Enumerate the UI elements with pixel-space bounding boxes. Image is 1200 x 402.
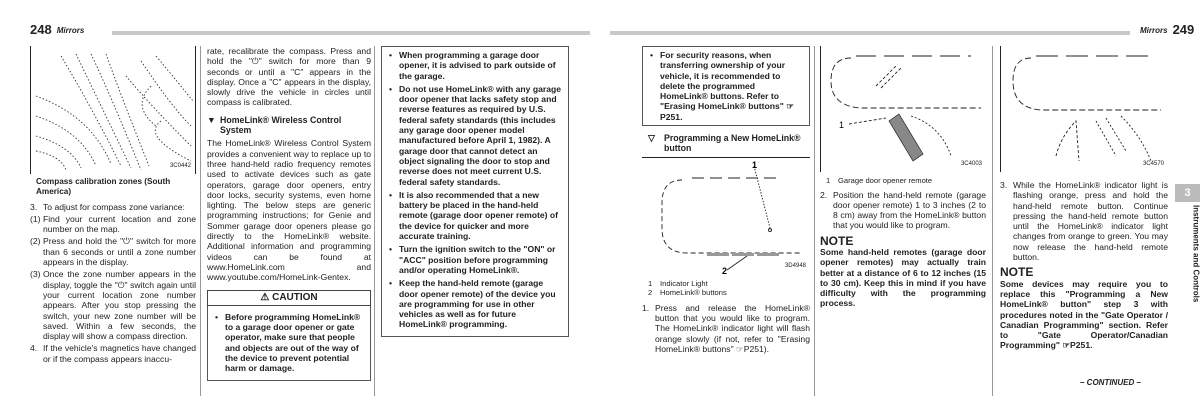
column-divider <box>200 46 201 396</box>
step-text: If the vehicle's magnetics have changed or if the compass appears inaccu- <box>43 343 196 364</box>
note-title: NOTE <box>820 233 854 248</box>
substep-number: (1) <box>30 213 41 224</box>
column-2 <box>207 46 371 381</box>
column-1 <box>30 46 196 366</box>
legend-item <box>642 279 810 289</box>
triangle-outline-icon: ▽ <box>648 133 655 144</box>
note-title: NOTE <box>1000 265 1034 280</box>
callout-1: 1 <box>752 159 758 170</box>
column-6 <box>1000 46 1168 351</box>
figure-code: 3C4003 <box>960 160 982 167</box>
mirror-illustration <box>642 158 810 276</box>
caution-box-continued <box>381 46 569 337</box>
chapter-label: Instruments and Controls <box>1191 205 1200 303</box>
security-bullet: • For security reasons, when transferring ownership of your vehicle, it is recommended to delete the programmed HomeLink® buttons. Refer to "Erasing HomeLink® buttons" ☞P251. <box>649 50 803 122</box>
header-bar <box>610 31 1130 35</box>
step-number: 2. <box>820 189 828 200</box>
left-page <box>0 0 590 402</box>
step-2 <box>820 190 986 231</box>
step-text: Press and release the HomeLink® button that you would like to program. The HomeLink® indicator light will flash orange slowly (if not, refer to "Erasing HomeLink® buttons" ☞P251). <box>655 302 810 354</box>
substep-text: Find your current location and zone number on the map. <box>43 213 196 235</box>
step-text: While the HomeLink® indicator light is flashing orange, press and hold the hand-held remote button. Continue pressing the hand-held remote button until the HomeLink® indicator light changes from orange to green. You may now release the hand-held remote button. <box>1013 180 1168 263</box>
step-4 <box>30 343 196 364</box>
caution-bullet: • Turn the ignition switch to the "ON" or "ACC" position before programming and/or operating HomeLink®. <box>388 244 562 275</box>
step-number: 3. <box>1000 180 1008 190</box>
figure-programming <box>1000 46 1168 172</box>
step-1 <box>642 303 810 354</box>
continued-marker: – CONTINUED – <box>1080 378 1141 387</box>
page-header-right <box>1135 22 1194 36</box>
note-text: Some devices may require you to replace this "Programming a New HomeLink® button" step 3 with procedures noted in the "Gate Operator / Canadian Programming" section. Refer to "Gate Operator/Canadian Programming" ☞P251. <box>1000 278 1168 351</box>
callout-1: 1 <box>839 120 845 130</box>
heading-text: HomeLink® Wireless Control System <box>220 114 342 136</box>
substep-number: (2) <box>30 236 41 247</box>
chapter-tab[interactable]: 3 <box>1175 184 1200 202</box>
substep-2 <box>30 236 196 267</box>
warning-triangle-icon: ⚠ <box>260 291 273 303</box>
legend-label: HomeLink® buttons <box>660 288 727 298</box>
triangle-marker-icon: ▼ <box>207 114 216 125</box>
step-text: Position the hand-held remote (garage door opener remote) 1 to 3 inches (2 to 8 cm) away from the HomeLink® button that you would like to program. <box>833 189 986 231</box>
figure-code: 3C0442 <box>169 162 191 169</box>
section-title: Mirrors <box>1140 25 1168 35</box>
column-4 <box>642 46 810 356</box>
caution-box <box>207 306 371 381</box>
step-3 <box>1000 180 1168 262</box>
heading-text: Programming a New HomeLink® button <box>664 133 801 154</box>
legend-item <box>820 176 986 186</box>
caution-header <box>207 290 371 306</box>
substep-number: (3) <box>30 269 41 280</box>
substep-text: Press and hold the "⏻" switch for more than 6 seconds or until a zone number appears in the display. <box>43 236 196 268</box>
section-title: Mirrors <box>56 25 85 35</box>
compass-zone-map <box>30 46 196 174</box>
caution-bullet: • Keep the hand-held remote (garage door opener remote) of the device you are programming for use in other vehicles as well as for future HomeLink® programming. <box>388 278 562 329</box>
map-illustration <box>31 46 195 174</box>
caution-bullet: • It is also recommended that a new battery be placed in the hand-held remote (garage door opener remote) of the device for quicker and more accurate training. <box>388 190 562 241</box>
homelink-heading <box>207 115 371 136</box>
legend-label: Indicator Light <box>660 278 708 288</box>
caution-bullet: • Before programming HomeLink® to a garage door opener or gate operator, make sure that people and objects are out of the way of the device to prevent potential harm or damage. <box>214 312 364 374</box>
legend-number: 1 <box>648 278 653 288</box>
page-number: 248 <box>30 22 52 37</box>
step-number: 4. <box>30 343 38 354</box>
page-header-left <box>30 22 89 36</box>
figure-indicator-light <box>642 157 810 275</box>
column-divider <box>992 46 993 396</box>
security-box <box>642 46 810 126</box>
caution-title: CAUTION <box>272 291 318 303</box>
step-text: To adjust for compass zone variance: <box>43 201 185 212</box>
step-4-continued: rate, recalibrate the compass. Press and hold the "⏻" switch for more than 9 seconds or until a "C" appears in the display. Once a "C" appears in the display, slowly drive the vehicle in circles until compass is calibrated. <box>207 46 371 108</box>
step-number: 1. <box>642 302 650 313</box>
legend-number: 1 <box>826 176 831 185</box>
caution-bullet: • Do not use HomeLink® with any garage door opener that lacks safety stop and reverse features as required by U.S. federal safety standards (this includes any garage door opener model manufactured before April 1, 1982). A garage door that cannot detect an object signaling the door to stop and reverse does not meet current U.S. federal safety standards. <box>388 84 562 187</box>
figure-code: 3D4948 <box>784 263 806 270</box>
figure-remote <box>820 46 986 172</box>
legend-label: Garage door opener remote <box>838 176 933 185</box>
programming-heading <box>648 133 810 154</box>
figure-caption: Compass calibration zones (South America) <box>36 177 171 197</box>
hands-illustration <box>1001 46 1169 172</box>
step-3 <box>30 202 196 212</box>
step-number: 3. <box>30 201 38 212</box>
remote-illustration <box>821 46 986 172</box>
legend-number: 2 <box>648 288 653 298</box>
column-divider <box>814 46 815 396</box>
column-5 <box>820 46 986 309</box>
figure-code: 3C4570 <box>1142 160 1164 167</box>
note-text: Some hand-held remotes (garage door opener remotes) may actually train better at a distance of 6 to 12 inches (15 to 30 cm). Keep this in mind if you have difficulty with the programming process. <box>820 246 986 309</box>
substep-text: Once the zone number appears in the display, toggle the "⏻" switch again until your current location zone number appears. After you stop pressing the switch, your new zone number will be saved. Within a few seconds, the display will show a compass direction. <box>43 269 196 342</box>
substep-1 <box>30 214 196 235</box>
page-number: 249 <box>1172 22 1195 37</box>
substep-3 <box>30 269 196 341</box>
homelink-intro: The HomeLink® Wireless Control System provides a convenient way to replace up to three hand-held radio frequency remotes used to activate devices such as gate operators, garage door openers, entry door locks, security systems, even home lighting. The below steps are generic programming instructions; for Genie and Sommer garage door openers please go directly to the HomeLink® website. Additional information and programming videos can be found at www.HomeLink.com and www.youtube.com/HomeLink-Gentex. <box>207 138 371 283</box>
column-divider <box>374 46 375 396</box>
right-page <box>610 0 1200 402</box>
column-3 <box>381 46 569 337</box>
legend-item <box>642 288 810 298</box>
header-bar <box>112 31 590 35</box>
caution-bullet: • When programming a garage door opener, it is advised to park outside of the garage. <box>388 50 562 81</box>
callout-2: 2 <box>722 265 728 276</box>
